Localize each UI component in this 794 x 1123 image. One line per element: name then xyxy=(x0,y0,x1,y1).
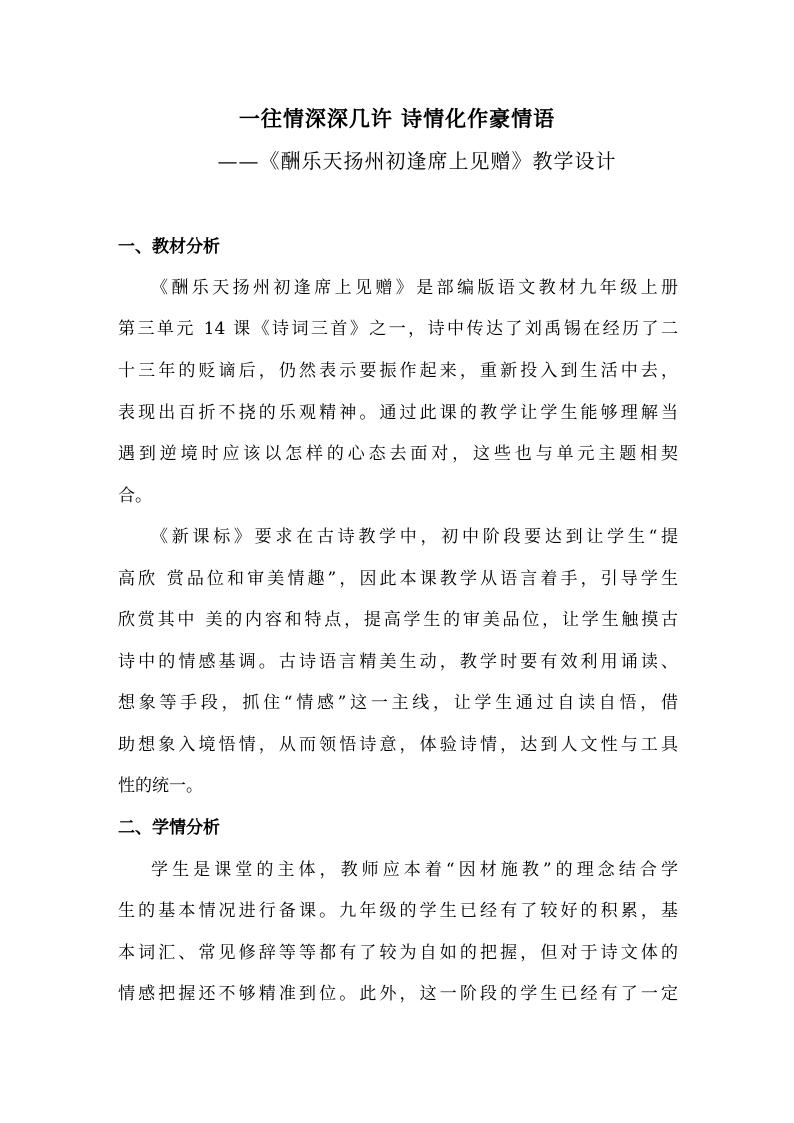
paragraph-line: 情感把握还不够精准到位。此外，这一阶段的学生已经有了一定 xyxy=(118,984,678,1004)
paragraph-line: 高欣 赏品位和审美情趣”，因此本课教学从语言着手，引导学生 xyxy=(118,569,678,589)
document-subtitle: ——《酬乐天扬州初逢席上见赠》教学设计 xyxy=(217,149,617,173)
paragraph-line: 第三单元 14 课《诗词三首》之一，诗中传达了刘禹锡在经历了二 xyxy=(118,319,678,339)
section-heading-student-analysis: 二、学情分析 xyxy=(118,818,220,838)
paragraph-line: 诗中的情感基调。古诗语言精美生动，教学时要有效利用诵读、 xyxy=(118,652,678,672)
paragraph-line: 学生是课堂的主体，教师应本着“因材施教”的理念结合学 xyxy=(151,860,678,880)
paragraph-line: 生的基本情况进行备课。九年级的学生已经有了较好的积累，基 xyxy=(118,901,678,921)
document-title: 一往情深深几许 诗情化作豪情语 xyxy=(238,107,556,131)
paragraph-line: 表现出百折不挠的乐观精神。通过此课的教学让学生能够理解当 xyxy=(118,403,678,423)
paragraph-line: 《新课标》要求在古诗教学中，初中阶段要达到让学生“提 xyxy=(151,527,678,547)
paragraph-line: 《酬乐天扬州初逢席上见赠》是部编版语文教材九年级上册 xyxy=(151,278,678,298)
section-heading-textbook-analysis: 一、教材分析 xyxy=(118,237,220,257)
paragraph-line: 想象等手段，抓住“情感”这一主线，让学生通过自读自悟，借 xyxy=(118,693,678,713)
paragraph-line: 欣赏其中 美的内容和特点，提高学生的审美品位，让学生触摸古 xyxy=(118,610,678,630)
paragraph-line: 十三年的贬谪后，仍然表示要振作起来，重新投入到生活中去， xyxy=(118,361,678,381)
paragraph-line: 助想象入境悟情，从而领悟诗意，体验诗情，达到人文性与工具 xyxy=(118,735,678,755)
paragraph-line: 遇到逆境时应该以怎样的心态去面对，这些也与单元主题相契 xyxy=(118,444,678,464)
paragraph-line: 本词汇、常见修辞等等都有了较为自如的把握，但对于诗文体的 xyxy=(118,943,678,963)
paragraph-line: 性的统一。 xyxy=(118,776,203,796)
paragraph-line: 合。 xyxy=(118,486,152,506)
